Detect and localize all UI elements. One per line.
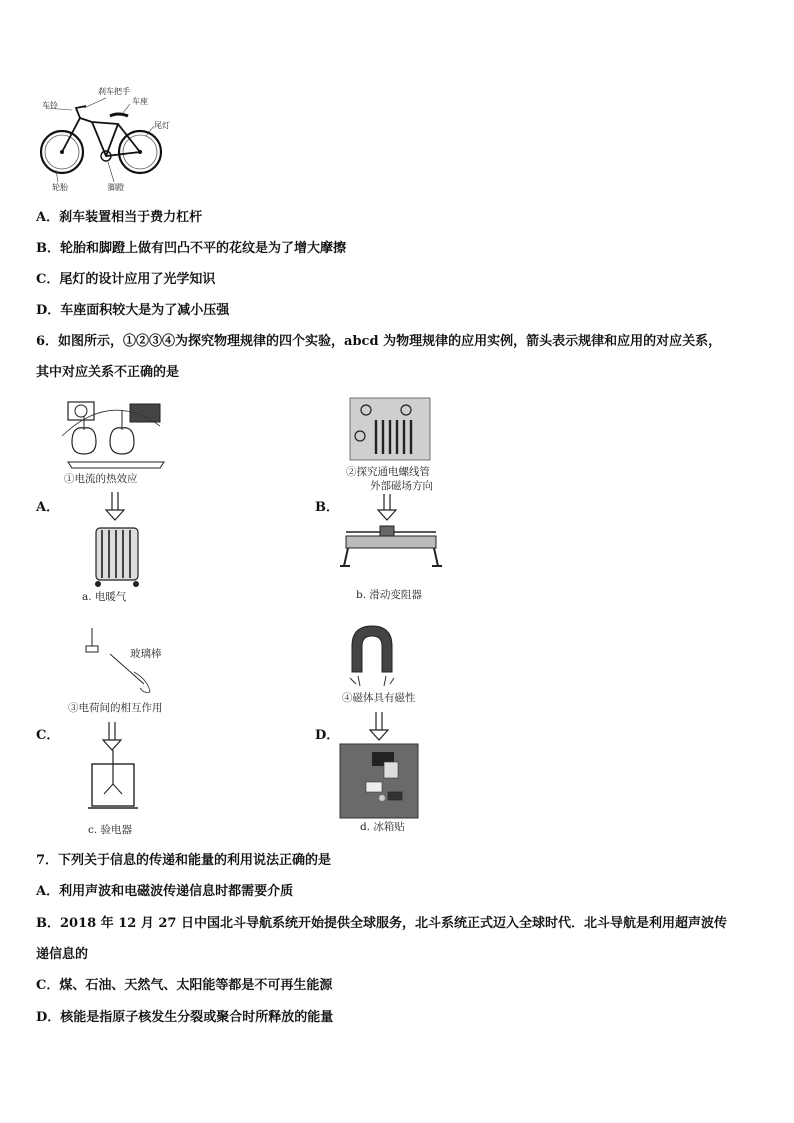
q6-c-bottom-caption: c. 验电器: [88, 824, 133, 836]
q5-option-c: C．尾灯的设计应用了光学知识: [36, 272, 216, 287]
q7-option-a: A．利用声波和电磁波传递信息时都需要介质: [36, 884, 294, 899]
q7-option-d: D．核能是指原子核发生分裂或聚合时所释放的能量: [36, 1010, 334, 1025]
q6-d-top-caption: ④磁体具有磁性: [342, 692, 416, 704]
q5-option-b: B．轮胎和脚蹬上做有凹凸不平的花纹是为了增大摩擦: [36, 241, 346, 256]
q6-b-bottom-caption: b. 滑动变阻器: [356, 589, 422, 601]
q6-option-b-figure: [336, 396, 446, 606]
q6-b-top-caption-2: 外部磁场方向: [370, 480, 433, 492]
bike-label-seat: 车座: [132, 97, 148, 106]
q6-option-c-label: C．: [36, 728, 60, 743]
q7-option-b-line1: B．2018 年 12 月 27 日中国北斗导航系统开始提供全球服务，北斗系统正式迈入全球时代．北斗导航是利用超声波传: [36, 916, 727, 931]
q6-option-d-figure: [338, 622, 448, 842]
bicycle-figure: [36, 86, 176, 194]
q7-option-c: C．煤、石油、天然气、太阳能等都是不可再生能源: [36, 978, 333, 993]
q6-d-bottom-caption: d. 冰箱贴: [360, 821, 405, 833]
q6-option-a-label: A．: [36, 500, 60, 515]
bike-label-tire: 轮胎: [52, 183, 68, 192]
bike-label-tail-light: 尾灯: [154, 121, 170, 130]
q6-option-d-label: D．: [315, 728, 340, 743]
q6-option-c-figure: [64, 622, 204, 842]
heat-effect-experiment: [60, 396, 170, 606]
magnet-experiment: [338, 622, 448, 842]
q6-stem-line1: 6．如图所示，①②③④为探究物理规律的四个实验，abcd 为物理规律的应用实例，箭头表示规律和应用的对应关系，: [36, 334, 722, 349]
bike-label-bell: 车铃: [42, 101, 58, 110]
q6-c-glass-rod-label: 玻璃棒: [130, 648, 162, 660]
q6-a-bottom-caption: a. 电暖气: [82, 591, 127, 603]
q6-a-top-caption: ①电流的热效应: [64, 473, 138, 485]
q6-option-b-label: B．: [315, 500, 339, 515]
q5-option-d: D．车座面积较大是为了减小压强: [36, 303, 230, 318]
q6-b-top-caption-1: ②探究通电螺线管: [346, 466, 430, 478]
q7-option-b-line2: 递信息的: [36, 947, 89, 962]
q5-option-a: A．刹车装置相当于费力杠杆: [36, 210, 203, 225]
q6-stem-line2: 其中对应关系不正确的是: [36, 365, 180, 380]
q6-option-a-figure: [60, 396, 170, 606]
bike-label-brake: 刹车把手: [98, 87, 130, 96]
q7-stem: 7．下列关于信息的传递和能量的利用说法正确的是: [36, 853, 332, 868]
bike-label-pedal: 脚蹬: [108, 183, 124, 192]
solenoid-experiment: [336, 396, 446, 606]
q6-c-top-caption: ③电荷间的相互作用: [68, 702, 163, 714]
